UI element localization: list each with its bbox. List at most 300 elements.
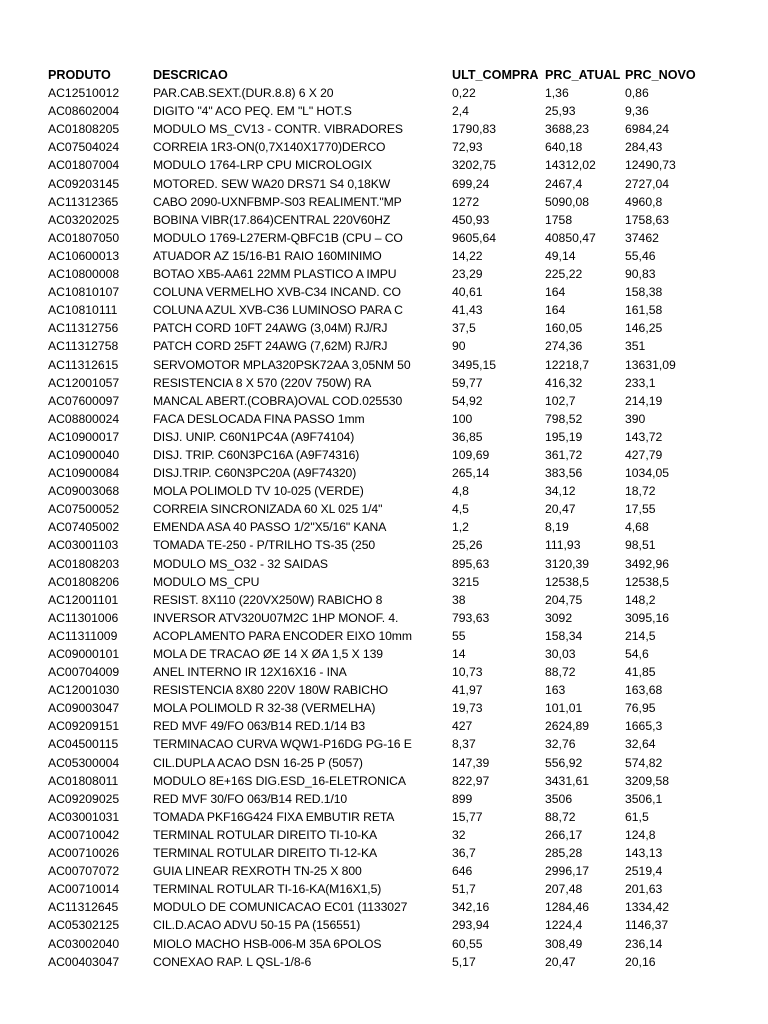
cell-ult-compra: 3215 [452,574,480,589]
cell-descricao: COLUNA AZUL XVB-C36 LUMINOSO PARA C [153,303,403,318]
cell-descricao: DIGITO "4" ACO PEQ. EM "L" HOT.S [153,104,352,119]
cell-descricao: BOTAO XB5-AA61 22MM PLASTICO A IMPU [153,267,397,282]
cell-prc-atual: 49,14 [545,248,576,263]
cell-produto: AC10900040 [48,447,120,462]
cell-descricao: TERMINACAO CURVA WQW1-P16DG PG-16 E [153,737,412,752]
cell-prc-novo: 2727,04 [625,176,670,191]
cell-prc-novo: 201,63 [625,882,663,897]
cell-ult-compra: 100 [452,411,473,426]
cell-prc-novo: 3506,1 [625,791,663,806]
cell-prc-novo: 20,16 [625,954,656,969]
cell-ult-compra: 1,2 [452,520,469,535]
cell-descricao: RED MVF 30/FO 063/B14 RED.1/10 [153,791,348,806]
cell-descricao: ANEL INTERNO IR 12X16X16 - INA [153,665,347,680]
table-row [48,247,748,265]
cell-prc-atual: 3688,23 [545,122,590,137]
cell-prc-novo: 236,14 [625,936,663,951]
table-row [48,156,748,174]
cell-ult-compra: 10,73 [452,665,483,680]
table-row [48,772,748,790]
cell-descricao: PAR.CAB.SEXT.(DUR.8.8) 6 X 20 [153,86,334,101]
cell-prc-novo: 284,43 [625,140,663,155]
cell-produto: AC11312645 [48,900,119,915]
cell-prc-atual: 20,47 [545,502,576,517]
cell-ult-compra: 19,73 [452,701,483,716]
cell-descricao: DISJ.TRIP. C60N3PC20A (A9F74320) [153,466,357,481]
table-row [48,663,748,681]
header-produto: PRODUTO [48,68,111,82]
cell-descricao: EMENDA ASA 40 PASSO 1/2"X5/16" KANA [153,520,387,535]
table-row [48,500,748,518]
cell-descricao: ACOPLAMENTO PARA ENCODER EIXO 10mm [153,628,412,643]
cell-descricao: TERMINAL ROTULAR TI-16-KA(M16X1,5) [153,882,382,897]
cell-ult-compra: 147,39 [452,755,490,770]
cell-descricao: TERMINAL ROTULAR DIREITO TI-10-KA [153,827,378,842]
cell-prc-atual: 8,19 [545,520,569,535]
cell-ult-compra: 32 [452,827,466,842]
cell-prc-novo: 161,58 [625,303,663,318]
cell-prc-atual: 111,93 [545,538,581,553]
cell-prc-atual: 32,76 [545,737,576,752]
cell-ult-compra: 646 [452,864,473,879]
cell-prc-atual: 34,12 [545,484,576,499]
table-row [48,735,748,753]
cell-produto: AC00710042 [48,827,120,842]
cell-produto: AC11312365 [48,194,119,209]
cell-ult-compra: 15,77 [452,809,483,824]
cell-prc-novo: 148,2 [625,592,656,607]
cell-ult-compra: 5,17 [452,954,476,969]
cell-prc-novo: 3209,58 [625,773,670,788]
cell-prc-novo: 2519,4 [625,864,663,879]
cell-descricao: ATUADOR AZ 15/16-B1 RAIO 160MINIMO [153,248,382,263]
cell-produto: AC10810111 [48,303,118,318]
cell-ult-compra: 54,92 [452,393,483,408]
cell-produto: AC09203145 [48,176,120,191]
cell-prc-atual: 101,01 [545,701,583,716]
cell-ult-compra: 90 [452,339,466,354]
cell-produto: AC01808203 [48,556,120,571]
cell-ult-compra: 25,26 [452,538,483,553]
table-body [48,84,748,971]
cell-ult-compra: 72,93 [452,140,483,155]
cell-descricao: COLUNA VERMELHO XVB-C34 INCAND. CO [153,285,401,300]
cell-prc-novo: 163,68 [625,683,663,698]
cell-descricao: MODULO MS_O32 - 32 SAIDAS [153,556,328,571]
cell-prc-atual: 88,72 [545,809,576,824]
table-row [48,591,748,609]
cell-ult-compra: 14 [452,647,466,661]
cell-prc-atual: 195,19 [545,429,583,444]
cell-prc-atual: 40850,47 [545,230,596,245]
table-row [48,229,748,247]
cell-prc-novo: 54,6 [625,647,649,661]
table-row [48,356,748,374]
cell-descricao: GUIA LINEAR REXROTH TN-25 X 800 [153,864,362,879]
cell-produto: AC11312758 [48,339,119,354]
cell-prc-atual: 798,52 [545,411,583,426]
cell-produto: AC11312615 [48,357,119,372]
cell-prc-novo: 17,55 [625,502,656,517]
cell-prc-atual: 361,72 [545,447,583,462]
cell-produto: AC07600097 [48,393,120,408]
table-row [48,211,748,229]
table-row [48,138,748,156]
cell-prc-novo: 0,86 [625,86,649,101]
cell-descricao: INVERSOR ATV320U07M2C 1HP MONOF. 4. [153,610,399,625]
header-descricao: DESCRICAO [153,68,228,82]
cell-produto: AC04500115 [48,737,119,752]
cell-produto: AC00710014 [48,882,120,897]
cell-prc-atual: 160,05 [545,321,583,336]
cell-descricao: MODULO MS_CV13 - CONTR. VIBRADORES [153,122,403,137]
cell-prc-atual: 1224,4 [545,918,583,933]
cell-ult-compra: 23,29 [452,267,483,282]
table-row [48,319,748,337]
cell-prc-novo: 90,83 [625,267,656,282]
cell-produto: AC01808206 [48,574,120,589]
cell-descricao: CIL.DUPLA ACAO DSN 16-25 P (5057) [153,755,363,770]
cell-ult-compra: 55 [452,628,466,643]
cell-ult-compra: 265,14 [452,466,490,481]
cell-prc-atual: 274,36 [545,339,583,354]
cell-prc-atual: 1284,46 [545,900,590,915]
cell-prc-atual: 207,48 [545,882,583,897]
cell-ult-compra: 293,94 [452,918,490,933]
cell-descricao: TERMINAL ROTULAR DIREITO TI-12-KA [153,846,378,861]
cell-descricao: SERVOMOTOR MPLA320PSK72AA 3,05NM 50 [153,357,411,372]
cell-prc-atual: 383,56 [545,466,583,481]
cell-produto: AC11312756 [48,321,119,336]
cell-produto: AC10800008 [48,267,120,282]
table-row [48,464,748,482]
table-row [48,916,748,934]
table-row [48,790,748,808]
cell-prc-atual: 204,75 [545,592,583,607]
table-row [48,699,748,717]
cell-descricao: PATCH CORD 10FT 24AWG (3,04M) RJ/RJ [153,321,388,336]
cell-descricao: MODULO 1769-L27ERM-QBFC1B (CPU – CO [153,230,403,245]
cell-prc-novo: 4960,8 [625,194,663,209]
cell-produto: AC08602004 [48,104,120,119]
cell-prc-atual: 163 [545,683,566,698]
cell-prc-novo: 233,1 [625,375,656,390]
cell-prc-novo: 9,36 [625,104,649,119]
table-row [48,518,748,536]
table-row [48,175,748,193]
cell-descricao: MOLA DE TRACAO ØE 14 X ØA 1,5 X 139 [153,647,383,661]
cell-prc-atual: 285,28 [545,846,583,861]
cell-prc-novo: 3492,96 [625,556,670,571]
cell-produto: AC09003047 [48,701,120,716]
cell-ult-compra: 41,97 [452,683,483,698]
cell-prc-atual: 102,7 [545,393,576,408]
cell-descricao: RED MVF 49/FO 063/B14 RED.1/14 B3 [153,719,366,734]
cell-ult-compra: 3495,15 [452,357,497,372]
cell-prc-novo: 1034,05 [625,466,670,481]
cell-produto: AC11301006 [48,610,119,625]
table-row [48,301,748,319]
table-row [48,627,748,645]
cell-prc-novo: 98,51 [625,538,656,553]
cell-produto: AC10600013 [48,248,120,263]
table-row [48,826,748,844]
cell-descricao: MODULO 1764-LRP CPU MICROLOGIX [153,158,372,173]
cell-descricao: MOLA POLIMOLD R 32-38 (VERMELHA) [153,701,376,716]
cell-produto: AC03001103 [48,538,119,553]
cell-prc-novo: 18,72 [625,484,656,499]
cell-descricao: RESIST. 8X110 (220VX250W) RABICHO 8 [153,592,383,607]
cell-ult-compra: 109,69 [452,447,490,462]
cell-ult-compra: 450,93 [452,212,490,227]
cell-ult-compra: 342,16 [452,900,490,915]
cell-ult-compra: 59,77 [452,375,483,390]
cell-produto: AC07405002 [48,520,120,535]
cell-prc-atual: 30,03 [545,647,576,661]
cell-descricao: PATCH CORD 25FT 24AWG (7,62M) RJ/RJ [153,339,388,354]
cell-ult-compra: 51,7 [452,882,476,897]
cell-descricao: CORREIA 1R3-ON(0,7X140X1770)DERCO [153,140,386,155]
table-row [48,102,748,120]
cell-ult-compra: 2,4 [452,104,469,119]
cell-ult-compra: 40,61 [452,285,483,300]
cell-prc-atual: 556,92 [545,755,583,770]
cell-prc-atual: 5090,08 [545,194,590,209]
cell-prc-atual: 164 [545,303,566,318]
table-row [48,536,748,554]
cell-produto: AC01807050 [48,230,120,245]
table-row [48,754,748,772]
cell-prc-novo: 1334,42 [625,900,670,915]
cell-produto: AC11311009 [48,628,118,643]
cell-prc-atual: 12218,7 [545,357,590,372]
cell-descricao: CORREIA SINCRONIZADA 60 XL 025 1/4" [153,502,383,517]
cell-produto: AC00403047 [48,954,120,969]
table-row [48,645,748,663]
cell-prc-novo: 12490,73 [625,158,676,173]
cell-descricao: MOTORED. SEW WA20 DRS71 S4 0,18KW [153,176,391,191]
cell-produto: AC10900084 [48,466,120,481]
cell-descricao: FACA DESLOCADA FINA PASSO 1mm [153,411,365,426]
table-row [48,808,748,826]
table-row [48,844,748,862]
cell-ult-compra: 4,8 [452,484,469,499]
cell-produto: AC01808205 [48,122,120,137]
table-row [48,953,748,971]
cell-produto: AC07504024 [48,140,120,155]
cell-descricao: MODULO DE COMUNICACAO EC01 (1133027 [153,900,408,915]
table-row [48,193,748,211]
cell-produto: AC00704009 [48,665,120,680]
cell-ult-compra: 427 [452,719,473,734]
cell-descricao: CABO 2090-UXNFBMP-S03 REALIMENT."MP [153,194,402,209]
cell-ult-compra: 895,63 [452,556,490,571]
table-row [48,84,748,102]
cell-prc-novo: 76,95 [625,701,656,716]
cell-produto: AC09003068 [48,484,120,499]
cell-prc-novo: 146,25 [625,321,663,336]
cell-descricao: DISJ. TRIP. C60N3PC16A (A9F74316) [153,447,360,462]
cell-ult-compra: 699,24 [452,176,490,191]
cell-prc-novo: 37462 [625,230,659,245]
header-ult-compra: ULT_COMPRA [452,68,539,82]
cell-ult-compra: 899 [452,791,473,806]
table-row [48,898,748,916]
cell-descricao: DISJ. UNIP. C60N1PC4A (A9F74104) [153,429,355,444]
cell-ult-compra: 36,85 [452,429,483,444]
cell-prc-atual: 3431,61 [545,773,590,788]
cell-produto: AC10900017 [48,429,120,444]
cell-prc-atual: 2996,17 [545,864,590,879]
cell-descricao: MOLA POLIMOLD TV 10-025 (VERDE) [153,484,364,499]
cell-prc-novo: 1758,63 [625,212,670,227]
cell-prc-atual: 308,49 [545,936,583,951]
cell-produto: AC09209151 [48,719,120,734]
header-prc-atual: PRC_ATUAL [545,68,621,82]
table-row [48,862,748,880]
cell-produto: AC07500052 [48,502,120,517]
cell-prc-atual: 88,72 [545,665,576,680]
table-row [48,374,748,392]
table-row [48,482,748,500]
table-header [48,66,748,84]
cell-produto: AC12001101 [48,592,119,607]
cell-prc-atual: 640,18 [545,140,583,155]
cell-prc-atual: 20,47 [545,954,576,969]
cell-ult-compra: 9605,64 [452,230,497,245]
cell-produto: AC12001057 [48,375,120,390]
cell-prc-novo: 214,5 [625,628,656,643]
cell-prc-novo: 6984,24 [625,122,670,137]
cell-prc-atual: 14312,02 [545,158,596,173]
cell-prc-novo: 124,8 [625,827,656,842]
cell-produto: AC01807004 [48,158,120,173]
cell-prc-atual: 25,93 [545,104,576,119]
cell-ult-compra: 8,37 [452,737,476,752]
cell-ult-compra: 37,5 [452,321,476,336]
cell-prc-atual: 1,36 [545,86,569,101]
table-row [48,446,748,464]
cell-prc-atual: 416,32 [545,375,583,390]
cell-ult-compra: 3202,75 [452,158,497,173]
table-row [48,609,748,627]
table-row [48,392,748,410]
table-row [48,428,748,446]
cell-prc-novo: 13631,09 [625,357,676,372]
cell-produto: AC05300004 [48,755,120,770]
cell-prc-novo: 41,85 [625,665,656,680]
cell-prc-novo: 574,82 [625,755,663,770]
cell-prc-novo: 427,79 [625,447,663,462]
cell-produto: AC12510012 [48,86,120,101]
cell-produto: AC09000101 [48,647,120,661]
cell-ult-compra: 14,22 [452,248,483,263]
cell-ult-compra: 4,5 [452,502,469,517]
price-table [48,66,748,971]
cell-produto: AC08800024 [48,411,120,426]
cell-produto: AC10810107 [48,285,120,300]
cell-ult-compra: 38 [452,592,466,607]
cell-descricao: RESISTENCIA 8 X 570 (220V 750W) RA [153,375,372,390]
cell-ult-compra: 822,97 [452,773,490,788]
cell-prc-novo: 143,13 [625,846,663,861]
table-row [48,265,748,283]
cell-prc-novo: 143,72 [625,429,663,444]
table-row [48,935,748,953]
header-prc-novo: PRC_NOVO [625,68,696,82]
cell-descricao: TOMADA TE-250 - P/TRILHO TS-35 (250 [153,538,376,553]
cell-prc-novo: 12538,5 [625,574,670,589]
table-row [48,283,748,301]
cell-descricao: BOBINA VIBR(17.864)CENTRAL 220V60HZ [153,212,391,227]
cell-prc-novo: 1665,3 [625,719,663,734]
cell-descricao: CONEXAO RAP. L QSL-1/8-6 [153,954,312,969]
cell-prc-novo: 390 [625,411,646,426]
cell-descricao: CIL.D.ACAO ADVU 50-15 PA (156551) [153,918,361,933]
cell-descricao: TOMADA PKF16G424 FIXA EMBUTIR RETA [153,809,395,824]
cell-descricao: MODULO 8E+16S DIG.ESD_16-ELETRONICA [153,773,406,788]
cell-descricao: MODULO MS_CPU [153,574,260,589]
cell-prc-atual: 225,22 [545,267,583,282]
cell-prc-novo: 3095,16 [625,610,670,625]
cell-produto: AC09209025 [48,791,120,806]
cell-prc-atual: 158,34 [545,628,583,643]
cell-ult-compra: 36,7 [452,846,476,861]
table-row [48,120,748,138]
cell-prc-atual: 3092 [545,610,573,625]
cell-produto: AC03002040 [48,936,120,951]
cell-prc-novo: 214,19 [625,393,663,408]
cell-ult-compra: 41,43 [452,303,483,318]
cell-produto: AC03202025 [48,212,120,227]
cell-produto: AC12001030 [48,683,120,698]
cell-produto: AC03001031 [48,809,120,824]
table-row [48,880,748,898]
cell-prc-novo: 158,38 [625,285,663,300]
cell-produto: AC01808011 [48,773,119,788]
table-row [48,410,748,428]
cell-prc-atual: 1758 [545,212,573,227]
table-row [48,717,748,735]
cell-ult-compra: 1790,83 [452,122,497,137]
cell-produto: AC05302125 [48,918,120,933]
cell-descricao: MIOLO MACHO HSB-006-M 35A 6POLOS [153,936,382,951]
cell-prc-novo: 351 [625,339,646,354]
cell-ult-compra: 0,22 [452,86,476,101]
cell-ult-compra: 60,55 [452,936,483,951]
cell-prc-novo: 55,46 [625,248,656,263]
table-row [48,573,748,591]
cell-ult-compra: 793,63 [452,610,490,625]
cell-prc-atual: 2467,4 [545,176,583,191]
table-row [48,337,748,355]
table-row [48,555,748,573]
cell-prc-novo: 61,5 [625,809,649,824]
cell-produto: AC00710026 [48,846,120,861]
cell-descricao: RESISTENCIA 8X80 220V 180W RABICHO [153,683,389,698]
cell-descricao: MANCAL ABERT.(COBRA)OVAL COD.025530 [153,393,403,408]
table-row [48,681,748,699]
cell-prc-atual: 164 [545,285,566,300]
cell-prc-atual: 12538,5 [545,574,590,589]
cell-prc-atual: 266,17 [545,827,583,842]
cell-ult-compra: 1272 [452,194,480,209]
cell-prc-novo: 4,68 [625,520,649,535]
cell-prc-atual: 3120,39 [545,556,590,571]
cell-prc-atual: 2624,89 [545,719,590,734]
cell-produto: AC00707072 [48,864,120,879]
cell-prc-novo: 32,64 [625,737,656,752]
